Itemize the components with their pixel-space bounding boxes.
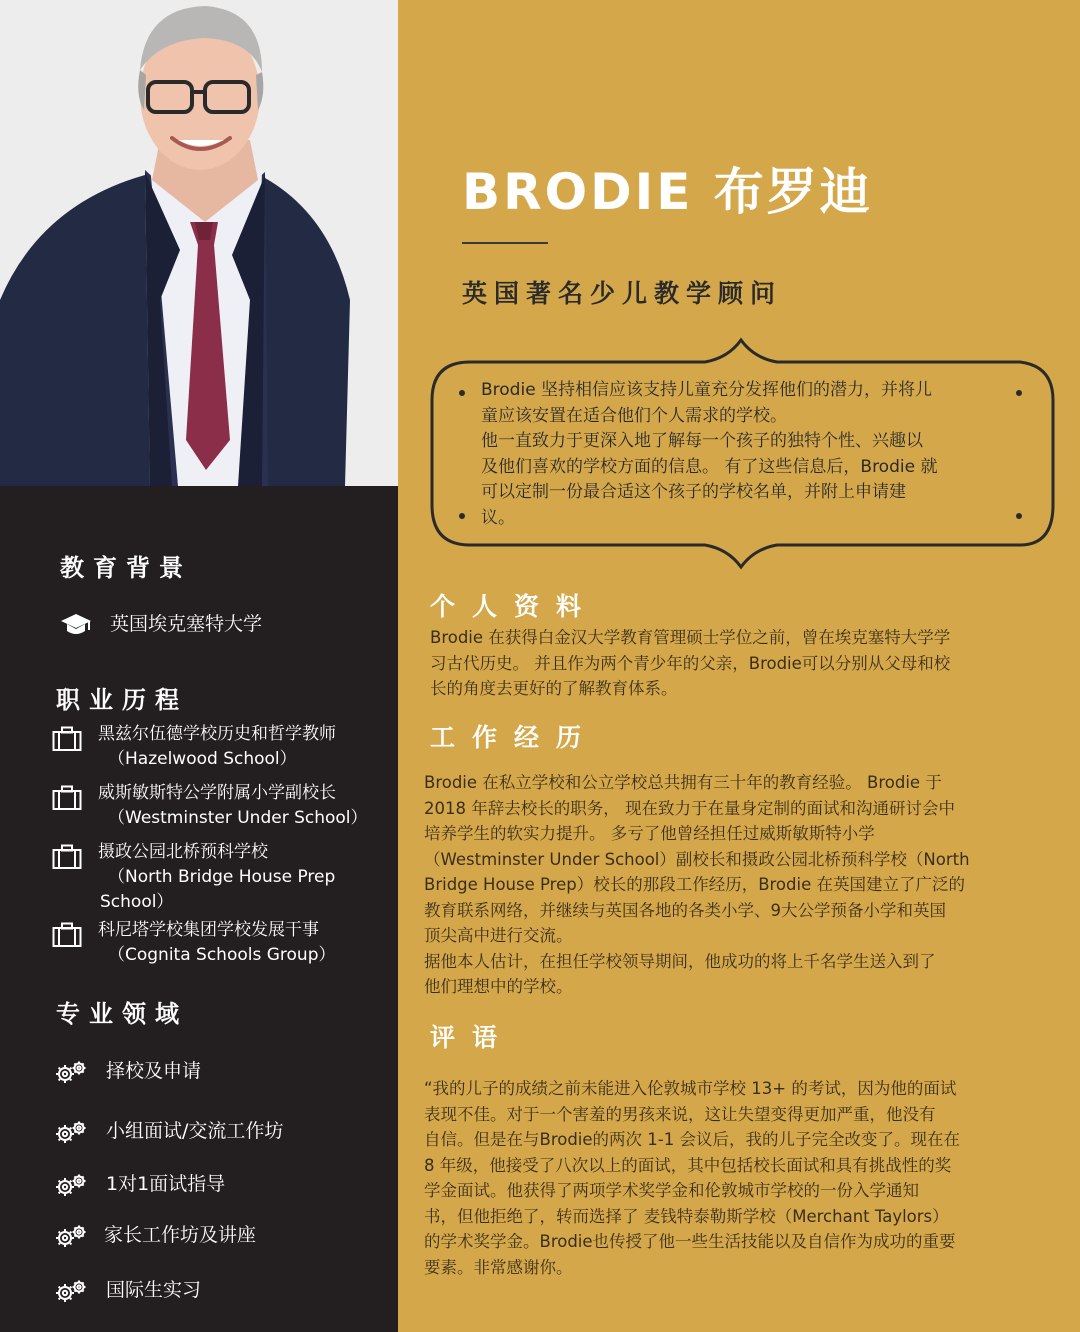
expertise-title: 专业领域 [56, 1000, 188, 1028]
career-school-cont: School） [100, 892, 174, 912]
briefcase-icon [52, 726, 82, 760]
personal-title: 个人资料 [430, 592, 599, 621]
work-line: 培养学生的软实力提升。 多亏了他曾经担任过威斯敏斯特小学 [424, 824, 875, 843]
briefcase-icon [52, 785, 82, 819]
review-title: 评语 [430, 1023, 515, 1052]
work-line: （Westminster Under School）副校长和摄政公园北桥预科学校（North [424, 849, 970, 869]
work-line: Brodie 在私立学校和公立学校总共拥有三十年的教育经验。 Brodie 于 [424, 773, 942, 792]
expertise-label: 国际生实习 [106, 1279, 202, 1301]
career-school: （Cognita Schools Group） [108, 945, 336, 965]
work-line: 2018 年辞去校长的职务， 现在致力于在量身定制的面试和沟通研讨会中 [424, 798, 955, 818]
title-divider [462, 242, 548, 244]
review-line: 书，但他拒绝了，转而选择了 麦钱特泰勒斯学校（Merchant Taylors） [424, 1206, 949, 1226]
intro-line: 议。 [481, 507, 515, 528]
career-school: （North Bridge House Prep [108, 867, 336, 887]
profile-photo [0, 0, 398, 486]
intro-line: Brodie 坚持相信应该支持儿童充分发挥他们的潜力，并将儿 [481, 380, 933, 400]
gears-icon [54, 1278, 88, 1311]
review-line: 表现不佳。对于一个害羞的男孩来说，这让失望变得更加严重，他没有 [424, 1104, 936, 1124]
education-title: 教育背景 [60, 554, 192, 582]
work-line: Bridge House Prep）校长的那段工作经历，Brodie 在英国建立了广泛的 [424, 875, 965, 894]
personal-line: 习古代历史。 并且作为两个青少年的父亲，Brodie可以分别从父母和校 [430, 653, 951, 673]
personal-line: Brodie 在获得白金汉大学教育管理硕士学位之前，曾在埃克塞特大学学 [430, 628, 951, 647]
intro-line: 及他们喜欢的学校方面的信息。 有了这些信息后，Brodie 就 [481, 456, 938, 477]
personal-line: 长的角度去更好的了解教育体系。 [430, 679, 678, 698]
career-item [52, 781, 382, 831]
review-text [424, 1076, 960, 1280]
work-title: 工作经历 [430, 723, 599, 752]
gears-icon [54, 1223, 88, 1256]
briefcase-icon [52, 922, 82, 956]
graduation-cap-icon [60, 612, 92, 645]
personal-text [430, 625, 950, 702]
career-role: 黑兹尔伍德学校历史和哲学教师 [98, 724, 336, 744]
page-title: BRODIE 布罗迪 [462, 163, 873, 221]
gears-icon [54, 1119, 88, 1152]
intro-line: 他一直致力于更深入地了解每一个孩子的独特个性、兴趣以 [481, 431, 923, 451]
education-school: 英国埃克塞特大学 [110, 613, 263, 635]
bubble-dot [459, 390, 465, 396]
left-sidebar [0, 0, 398, 1332]
review-line: 自信。但是在与Brodie的两次 1-1 会议后，我的儿子完全改变了。现在在 [424, 1130, 960, 1149]
expertise-label: 择校及申请 [106, 1060, 202, 1082]
review-line: 的学术奖学金。Brodie也传授了他一些生活技能以及自信作为成功的重要 [424, 1232, 956, 1251]
page-subtitle: 英国著名少儿教学顾问 [462, 279, 783, 308]
work-line: 顶尖高中进行交流。 [424, 926, 573, 945]
intro-line: 可以定制一份最合适这个孩子的学校名单，并附上申请建 [481, 482, 906, 502]
gears-icon [54, 1172, 88, 1205]
review-line: “我的儿子的成绩之前未能进入伦敦城市学校 13+ 的考试，因为他的面试 [424, 1079, 957, 1098]
career-item [52, 722, 382, 772]
expertise-label: 1对1面试指导 [106, 1173, 226, 1195]
bubble-dot [1016, 390, 1022, 396]
work-line: 他们理想中的学校。 [424, 977, 573, 996]
career-school: （Hazelwood School） [108, 749, 297, 769]
review-line: 要素。非常感谢你。 [424, 1257, 573, 1277]
career-role: 科尼塔学校集团学校发展干事 [98, 920, 319, 940]
career-item [52, 918, 382, 968]
career-role: 威斯敏斯特公学附属小学副校长 [98, 783, 336, 803]
bubble-dot [1016, 513, 1022, 519]
expertise-label: 小组面试/交流工作坊 [106, 1120, 284, 1142]
work-line: 教育联系网络，并继续与英国各地的各类小学、9大公学预备小学和英国 [424, 900, 946, 920]
review-line: 学金面试。他获得了两项学术奖学金和伦敦城市学校的一份入学通知 [424, 1181, 919, 1200]
review-line: 8 年级，他接受了八次以上的面试，其中包括校长面试和具有挑战性的奖 [424, 1155, 952, 1175]
bubble-dot [459, 513, 465, 519]
work-text [424, 770, 970, 1000]
intro-quote [481, 378, 1011, 531]
career-item [52, 840, 382, 915]
expertise-label: 家长工作坊及讲座 [104, 1224, 257, 1246]
work-line: 据他本人估计，在担任学校领导期间，他成功的将上千名学生送入到了 [424, 951, 936, 971]
briefcase-icon [52, 844, 82, 878]
career-role: 摄政公园北桥预科学校 [98, 842, 268, 862]
career-school: （Westminster Under School） [108, 808, 368, 828]
intro-line: 童应该安置在适合他们个人需求的学校。 [481, 405, 787, 426]
career-title: 职业历程 [56, 686, 188, 714]
gears-icon [54, 1059, 88, 1092]
portrait-illustration [0, 0, 398, 486]
